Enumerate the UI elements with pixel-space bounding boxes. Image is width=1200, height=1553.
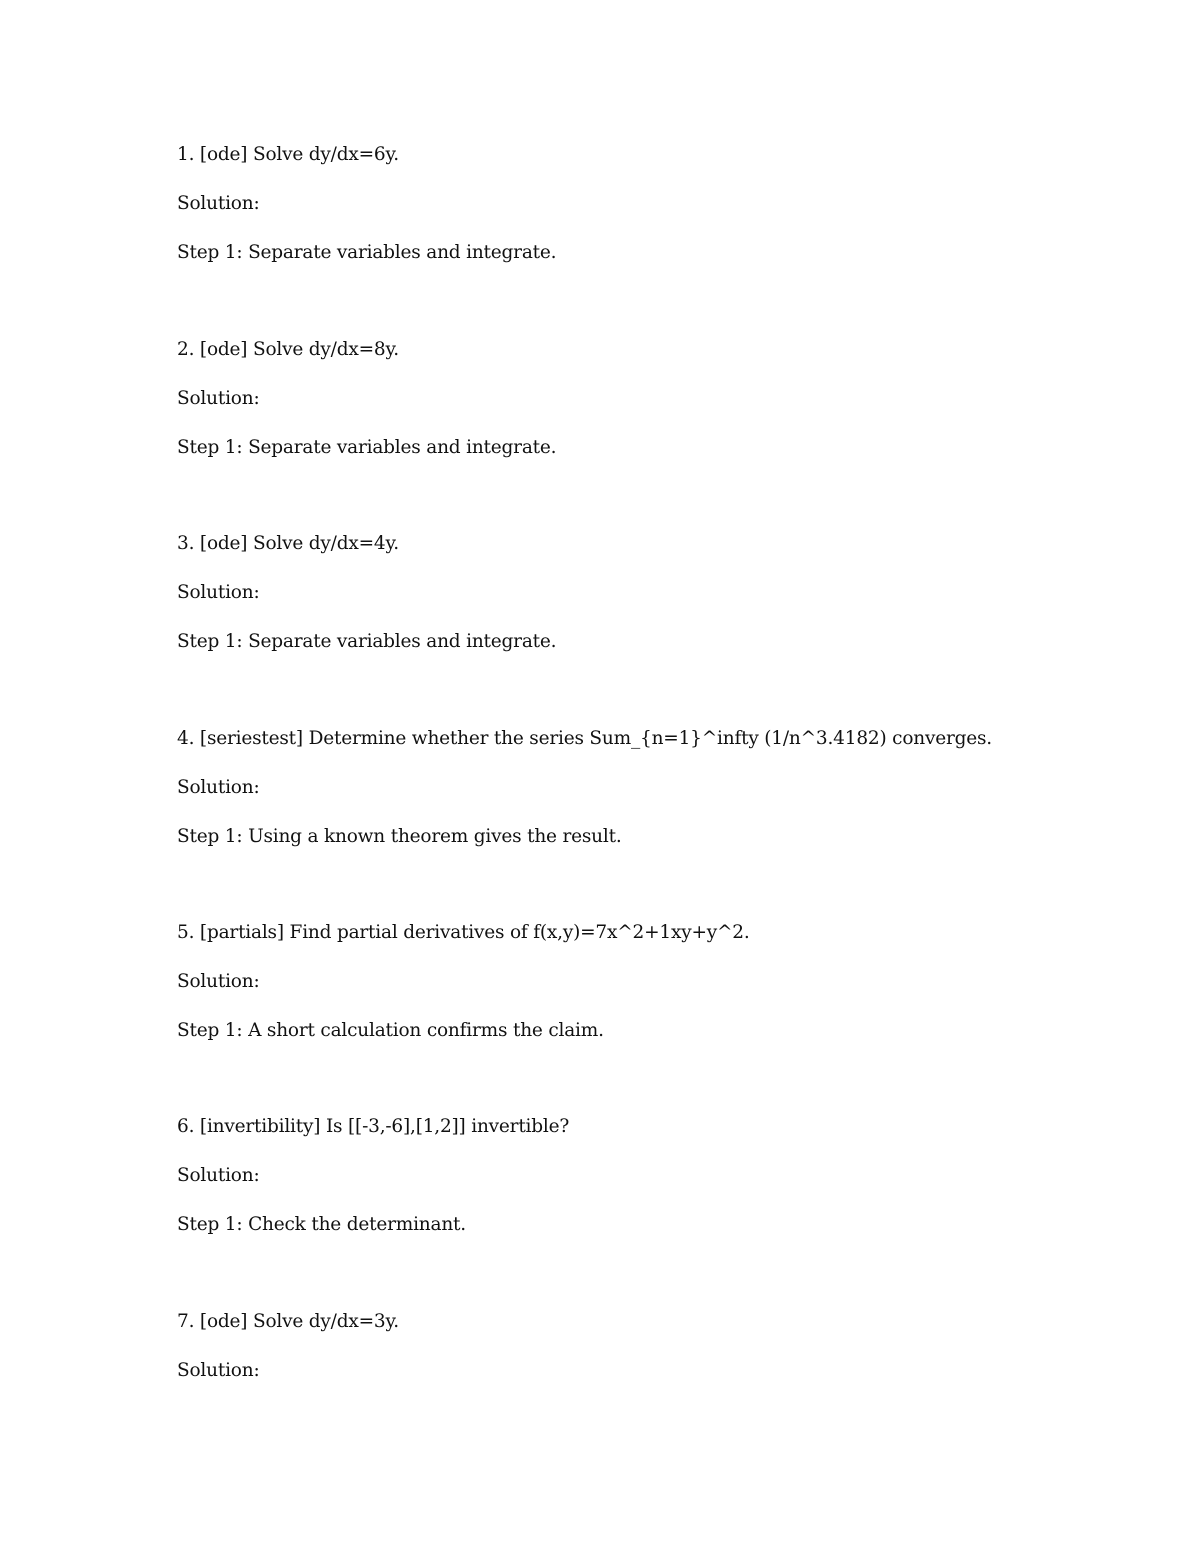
solution-step: Step 1: Check the determinant. [177, 1214, 466, 1235]
problem-3 [177, 532, 1137, 654]
solution-step: Step 1: A short calculation confirms the claim. [177, 1020, 604, 1041]
problem-question: 2. [ode] Solve dy/dx=8y. [177, 339, 399, 360]
solution-step: Step 1: Using a known theorem gives the result. [177, 826, 622, 847]
problem-6 [177, 1115, 1137, 1237]
problem-question: 6. [invertibility] Is [[-3,-6],[1,2]] invertible? [177, 1116, 570, 1137]
problem-question: 5. [partials] Find partial derivatives of f(x,y)=7x^2+1xy+y^2. [177, 922, 750, 943]
solution-step: Step 1: Separate variables and integrate. [177, 242, 557, 263]
problem-question: 1. [ode] Solve dy/dx=6y. [177, 144, 399, 165]
solution-label: Solution: [177, 1165, 260, 1186]
problem-5 [177, 921, 1137, 1043]
solution-label: Solution: [177, 1360, 260, 1381]
problem-question: 7. [ode] Solve dy/dx=3y. [177, 1311, 399, 1332]
solution-step: Step 1: Separate variables and integrate. [177, 437, 557, 458]
problem-2 [177, 338, 1137, 460]
solution-label: Solution: [177, 193, 260, 214]
solution-label: Solution: [177, 388, 260, 409]
solution-label: Solution: [177, 971, 260, 992]
solution-step: Step 1: Separate variables and integrate. [177, 631, 557, 652]
problem-question: 4. [seriestest] Determine whether the series Sum_{n=1}^infty (1/n^3.4182) converges. [177, 728, 992, 749]
problem-question: 3. [ode] Solve dy/dx=4y. [177, 533, 399, 554]
solution-label: Solution: [177, 777, 260, 798]
problem-4 [177, 727, 1137, 849]
problem-1 [177, 143, 1137, 265]
problem-7 [177, 1310, 1137, 1383]
solution-label: Solution: [177, 582, 260, 603]
